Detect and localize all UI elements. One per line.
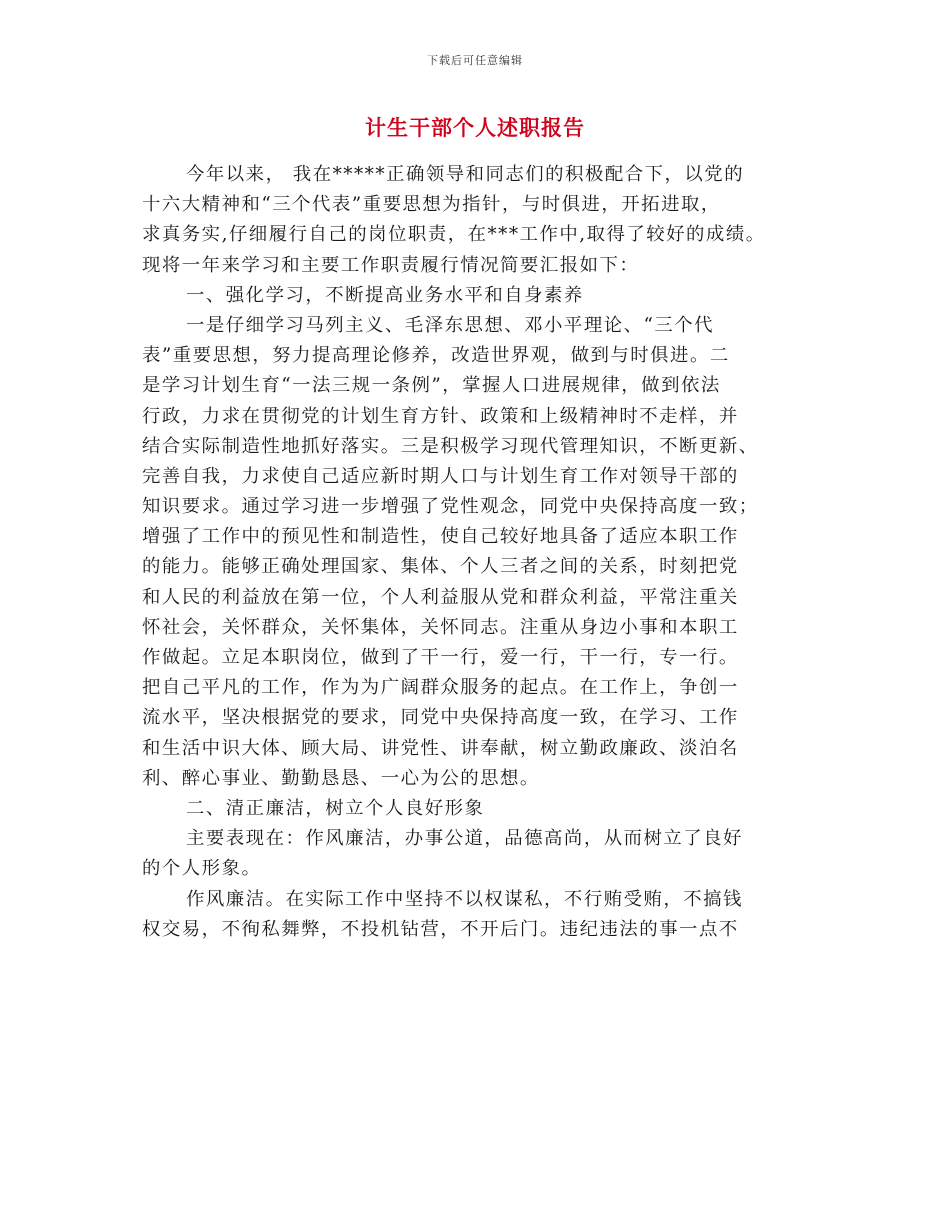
body-line: 增强了工作中的预见性和制造性，使自己较好地具备了适应本职工作 — [142, 526, 739, 548]
body-line: 现将一年来学习和主要工作职责履行情况简要汇报如下： — [142, 254, 640, 276]
body-line: 二、清正廉洁，树立个人良好形象 — [186, 797, 485, 819]
body-line: 行政，力求在贯彻党的计划生育方针、政策和上级精神时不走样，并 — [142, 405, 739, 427]
body-line: 怀社会，关怀群众，关怀集体，关怀同志。注重从身边小事和本职工 — [142, 616, 739, 638]
body-line: 作风廉洁。在实际工作中坚持不以权谋私，不行贿受贿，不搞钱 — [186, 888, 743, 910]
body-line: 权交易，不徇私舞弊，不投机钻营，不开后门。违纪违法的事一点不 — [142, 918, 739, 940]
document-title: 计生干部个人述职报告 — [365, 115, 585, 140]
body-line: 十六大精神和“三个代表”重要思想为指针，与时俱进，开拓进取， — [142, 194, 721, 216]
body-line: 完善自我，力求使自己适应新时期人口与计划生育工作对领导干部的 — [142, 465, 739, 487]
body-line: 的能力。能够正确处理国家、集体、个人三者之间的关系，时刻把党 — [142, 556, 739, 578]
body-line: 一是仔细学习马列主义、毛泽东思想、邓小平理论、“三个代 — [186, 314, 715, 336]
document-body — [142, 160, 832, 945]
body-line: 利、醉心事业、勤勤恳恳、一心为公的思想。 — [142, 767, 540, 789]
body-line: 流水平，坚决根据党的要求，同党中央保持高度一致，在学习、工作 — [142, 707, 739, 729]
body-line: 表”重要思想，努力提高理论修养，改造世界观，做到与时俱进。二 — [142, 345, 730, 367]
body-line: 作做起。立足本职岗位，做到了干一行，爱一行，干一行，专一行。 — [142, 647, 739, 668]
body-line: 求真务实,仔细履行自己的岗位职责，在***工作中,取得了较好的成绩。 — [142, 224, 766, 246]
header-note: 下载后可任意编辑 — [427, 54, 523, 67]
body-line: 的个人形象。 — [142, 858, 262, 880]
body-line: 把自己平凡的工作，作为为广阔群众服务的起点。在工作上，争创一 — [142, 677, 739, 699]
body-line: 和生活中识大体、顾大局、讲党性、讲奉献，树立勤政廉政、淡泊名 — [142, 737, 739, 759]
body-line: 结合实际制造性地抓好落实。三是积极学习现代管理知识，不断更新、 — [142, 435, 759, 457]
body-line: 今年以来， 我在*****正确领导和同志们的积极配合下，以党的 — [186, 164, 745, 185]
body-line: 和人民的利益放在第一位，个人利益服从党和群众利益，平常注重关 — [142, 586, 739, 608]
body-line: 是学习计划生育“一法三规一条例”，掌握人口进展规律，做到依法 — [142, 375, 721, 397]
body-line: 知识要求。通过学习进一步增强了党性观念，同党中央保持高度一致； — [142, 496, 759, 518]
body-line: 主要表现在：作风廉洁，办事公道，品德高尚，从而树立了良好 — [186, 828, 743, 850]
body-line: 一、强化学习，不断提高业务水平和自身素养 — [186, 284, 584, 306]
